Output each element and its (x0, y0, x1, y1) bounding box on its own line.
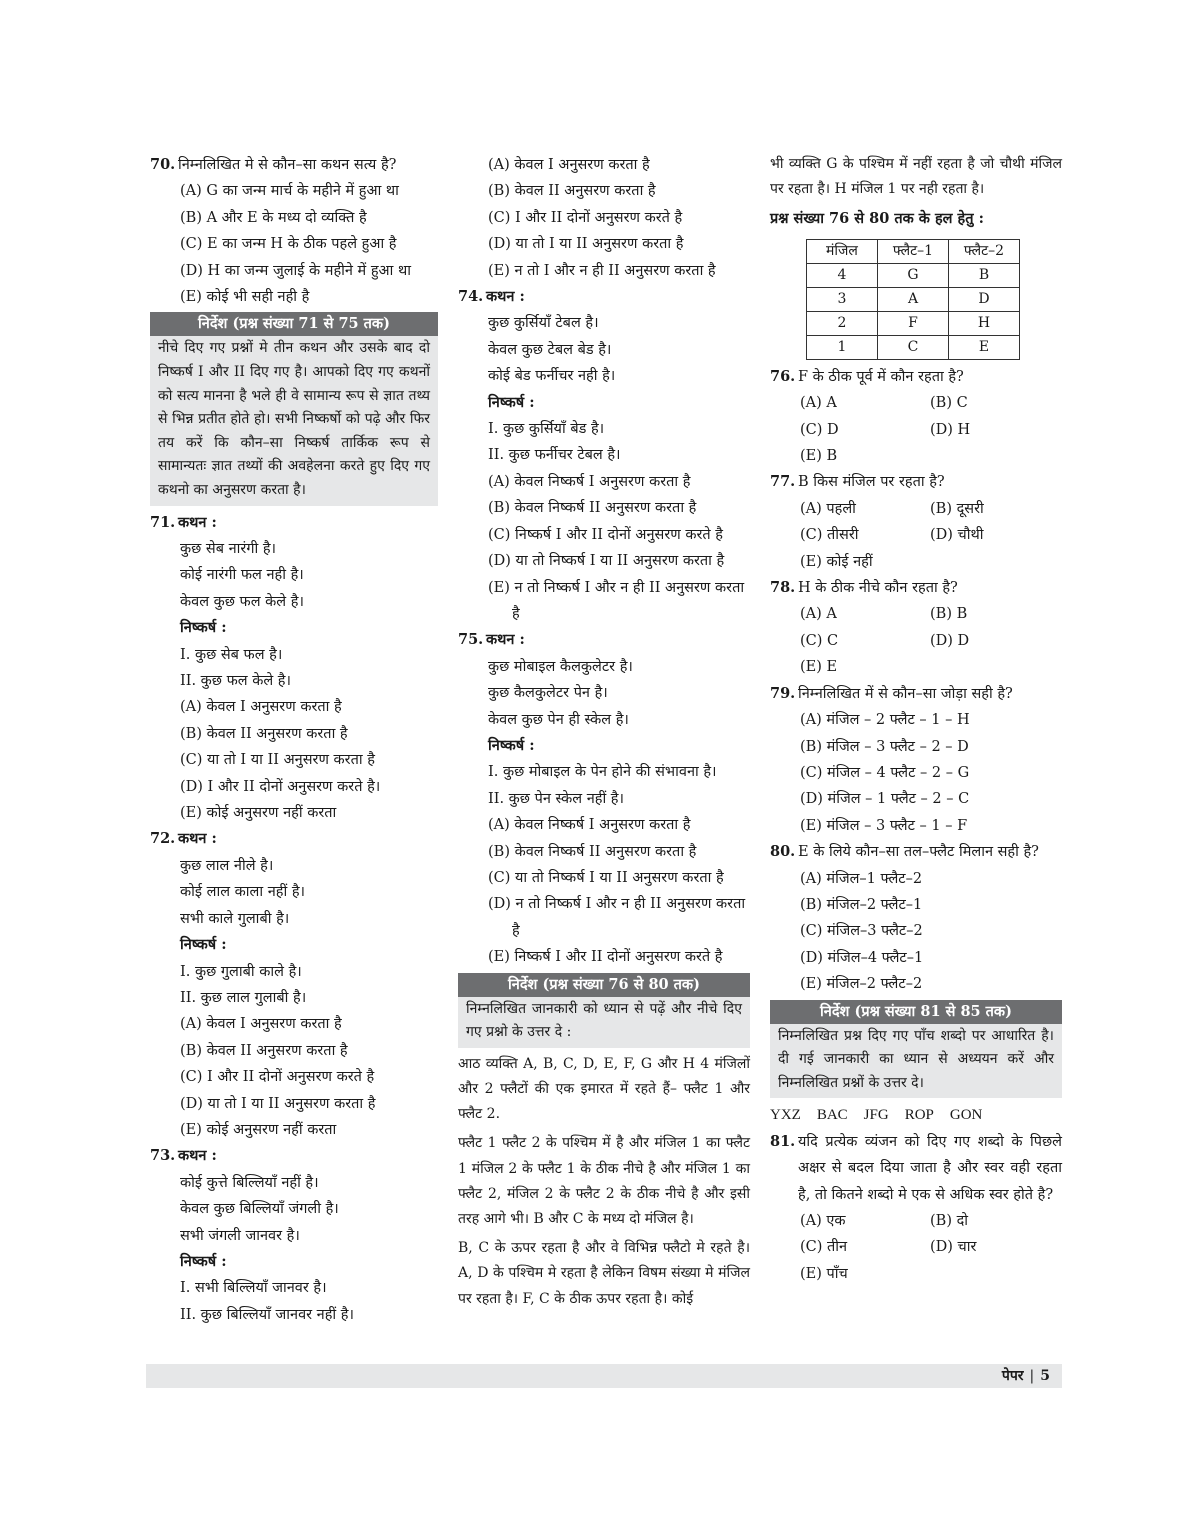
table-cell: 3 (807, 287, 878, 311)
table-cell: A (878, 287, 949, 311)
question-number: 71. (150, 513, 176, 531)
conclusion-label: निष्कर्ष : (488, 393, 535, 411)
option: (C) या तो I या II अनुसरण करता है (180, 752, 375, 769)
directions-body: नीचे दिए गए प्रश्नों मे तीन कथन और उसके बाद दो निष्कर्ष I और II दिए गए है। आपको दिए गए कथनों को सत्य मानना है भले ही वे सामान्य रूप से ज्ञात तथ्य से भिन्न प्रतीत होते हो। सभी निष्कर्षो को पढ़े और फिर तय करें कि कौन–सा निष्कर्ष तार्किक रूप से सामान्यतः ज्ञात तथ्यों की अवहेलना करते हुए दिए गए कथनो का अनुसरण करता है। (150, 336, 438, 505)
option: (B) केवल निष्कर्ष II अनुसरण करता है (488, 500, 697, 517)
option: (D) या तो I या II अनुसरण करता है (180, 1095, 376, 1112)
option: (D) I और II दोनों अनुसरण करते है। (180, 778, 381, 795)
table-header: फ्लैट–1 (878, 239, 949, 263)
question-80 (770, 839, 1062, 997)
question-79 (770, 681, 1062, 839)
option: (B) दो (930, 1212, 969, 1229)
table-cell: E (949, 335, 1020, 359)
option: (E) E (800, 659, 838, 676)
option: (B) B (930, 606, 968, 623)
question-number: 70. (150, 156, 176, 173)
question-70 (150, 152, 438, 310)
option: (D) न तो निष्कर्ष I और न ही II अनुसरण करता है (488, 896, 746, 939)
question-text: यदि प्रत्येक व्यंजन को दिए गए शब्दो के पिछले अक्षर से बदल दिया जाता है और स्वर वही रहता है, तो कितने शब्दो मे एक से अधिक स्वर होते है? (798, 1133, 1062, 1203)
option: (E) कोई अनुसरण नहीं करता (180, 1121, 337, 1138)
option: (A) केवल I अनुसरण करता है (180, 699, 342, 716)
solution-title: प्रश्न संख्या 76 से 80 तक के हल हेतु : (770, 210, 984, 228)
conclusion-label: निष्कर्ष : (180, 1252, 227, 1270)
option: (A) केवल निष्कर्ष I अनुसरण करता है (488, 473, 691, 490)
conclusion: II. कुछ पेन स्केल नहीं है। (488, 790, 624, 807)
statement: सभी काले गुलाबी है। (180, 910, 290, 927)
table-row (807, 335, 1020, 359)
option: (C) C (800, 632, 839, 649)
statement: केवल कुछ पेन ही स्केल है। (488, 711, 629, 728)
word: BAC (816, 1107, 848, 1124)
directions-heading: निर्देश (प्रश्न संख्या 81 से 85 तक) (770, 1000, 1062, 1024)
page-number-label (1002, 1364, 1050, 1388)
directions-71-75 (150, 312, 438, 505)
table-cell: D (949, 287, 1020, 311)
question-number: 75. (458, 631, 484, 649)
question-78 (770, 575, 1062, 681)
option: (B) दूसरी (930, 500, 984, 517)
option: (C) तीन (800, 1239, 848, 1256)
option: (C) I और II दोनों अनुसरण करते है (488, 209, 683, 226)
option: (A) केवल I अनुसरण करता है (180, 1016, 342, 1033)
option: (E) कोई अनुसरण नहीं करता (180, 805, 337, 822)
statement: केवल कुछ फल केले है। (180, 593, 304, 610)
puzzle-paragraph: आठ व्यक्ति A, B, C, D, E, F, G और H 4 मंजिलों और 2 फ्लैटों की एक इमारत में रहते हैं– फ्लैट 1 और फ्लैट 2. (458, 1055, 750, 1123)
question-number: 81. (770, 1132, 796, 1150)
option: (B) केवल II अनुसरण करता है (180, 725, 348, 742)
option: (A) G का जन्म मार्च के महीने में हुआ था (180, 183, 399, 200)
word: ROP (904, 1107, 934, 1124)
question-text: F के ठीक पूर्व में कौन रहता है? (798, 368, 964, 385)
puzzle-paragraph: B, C के ऊपर रहता है और वे विभिन्न फ्लैटो मे रहते है। A, D के पश्चिम मे रहता है लेकिन विषम संख्या मे मंजिल पर रहता है। F, C के ठीक ऊपर रहता है। कोई (458, 1240, 750, 1307)
directions-heading: निर्देश (प्रश्न संख्या 76 से 80 तक) (458, 973, 750, 997)
table-cell: F (878, 311, 949, 335)
question-text: H के ठीक नीचे कौन रहता है? (798, 580, 958, 597)
option: (E) पाँच (800, 1265, 848, 1282)
footer-separator: | (1029, 1368, 1035, 1384)
table-header-row (807, 239, 1020, 263)
question-74 (458, 284, 750, 627)
table-cell: 2 (807, 311, 878, 335)
question-71 (150, 510, 438, 827)
option: (B) A और E के मध्य दो व्यक्ति है (180, 209, 367, 226)
statement: कुछ कुर्सियाँ टेबल है। (488, 315, 599, 332)
table-cell: G (878, 263, 949, 287)
question-75 (458, 627, 750, 970)
statement-label: कथन : (486, 631, 525, 649)
option: (C) या तो निष्कर्ष I या II अनुसरण करता है (488, 869, 724, 886)
statement: कुछ कैलकुलेटर पेन है। (488, 685, 608, 702)
question-text: E के लिये कौन–सा तल–फ्लैट मिलान सही है? (798, 844, 1039, 861)
option: (B) केवल II अनुसरण करता है (180, 1042, 348, 1059)
option: (A) A (800, 606, 837, 623)
statement: कुछ सेब नारंगी है। (180, 541, 277, 557)
statement: कोई लाल काला नहीं है। (180, 884, 306, 901)
option: (A) मंजिल–1 फ्लैट–2 (800, 870, 923, 887)
table-header: फ्लैट–2 (949, 239, 1020, 263)
solution-table (806, 239, 1020, 360)
conclusion: I. कुछ मोबाइल के पेन होने की संभावना है। (488, 764, 717, 781)
option: (E) कोई नहीं (800, 553, 873, 570)
option: (E) कोई भी सही नही है (180, 289, 310, 306)
option: (E) मंजिल – 3 फ्लैट – 1 – F (800, 817, 968, 834)
statement-label: कथन : (178, 830, 217, 848)
option: (D) D (930, 632, 970, 649)
statement: केवल कुछ बिल्लियाँ जंगली है। (180, 1201, 339, 1218)
column-1 (150, 152, 438, 1328)
option: (C) I और II दोनों अनुसरण करते है (180, 1069, 375, 1086)
statement-label: कथन : (486, 288, 525, 306)
option: (D) मंजिल – 1 फ्लैट – 2 – C (800, 791, 970, 808)
question-81 (770, 1129, 1062, 1287)
table-cell: C (878, 335, 949, 359)
statement: केवल कुछ टेबल बेड है। (488, 341, 612, 358)
option: (B) मंजिल–2 फ्लैट–1 (800, 896, 923, 913)
page-footer (146, 1364, 1062, 1388)
question-number: 78. (770, 579, 796, 597)
statement-label: कथन : (178, 1147, 217, 1165)
conclusion: II. कुछ लाल गुलाबी है। (180, 989, 307, 1006)
table-cell: 4 (807, 263, 878, 287)
option: (D) या तो निष्कर्ष I या II अनुसरण करता है (488, 553, 725, 570)
option: (C) E का जन्म H के ठीक पहले हुआ है (180, 236, 397, 253)
question-text: निम्नलिखित मे से कौन–सा कथन सत्य है? (178, 157, 397, 173)
statement: कुछ लाल नीले है। (180, 857, 274, 874)
puzzle-paragraph: फ्लैट 1 फ्लैट 2 के पश्चिम में है और मंजिल 1 का फ्लैट 1 मंजिल 2 के फ्लैट 1 के ठीक नीचे है और मंजिल 1 का फ्लैट 2, मंजिल 2 के फ्लैट 2 के ठीक नीचे है और इसी तरह आगे भी। B और C के मध्य दो मंजिल है। (458, 1135, 750, 1227)
question-number: 72. (150, 830, 176, 848)
table-header: मंजिल (807, 239, 878, 263)
option: (E) न तो निष्कर्ष I और न ही II अनुसरण करता है (488, 579, 745, 622)
column-2 (458, 152, 750, 1316)
table-cell: 1 (807, 335, 878, 359)
option: (D) H का जन्म जुलाई के महीने में हुआ था (180, 262, 411, 279)
directions-body: निम्नलिखित जानकारी को ध्यान से पढ़ें और नीचे दिए गए प्रश्नो के उत्तर दे : (458, 997, 750, 1048)
table-row (807, 287, 1020, 311)
option: (D) H (930, 421, 971, 438)
option: (A) केवल I अनुसरण करता है (488, 157, 650, 173)
option: (C) D (800, 421, 839, 438)
statement: सभी जंगली जानवर है। (180, 1227, 300, 1244)
word-list (770, 1102, 1062, 1128)
directions-heading: निर्देश (प्रश्न संख्या 71 से 75 तक) (150, 312, 438, 336)
question-76 (770, 364, 1062, 470)
question-73-options (458, 152, 750, 284)
question-text: B किस मंजिल पर रहता है? (798, 474, 945, 491)
table-cell: B (949, 263, 1020, 287)
conclusion: I. कुछ सेब फल है। (180, 646, 283, 663)
option: (D) मंजिल–4 फ्लैट–1 (800, 949, 924, 966)
conclusion-label: निष्कर्ष : (180, 619, 227, 637)
question-number: 79. (770, 684, 796, 702)
option: (A) एक (800, 1212, 846, 1229)
question-number: 80. (770, 843, 796, 861)
conclusion: I. कुछ कुर्सियाँ बेड है। (488, 421, 605, 438)
question-number: 74. (458, 288, 484, 306)
statement-label: कथन : (178, 513, 217, 531)
option: (E) निष्कर्ष I और II दोनों अनुसरण करते है (488, 949, 723, 966)
word: JFG (863, 1107, 889, 1124)
option: (A) पहली (800, 500, 856, 517)
statement: कोई बेड फर्नीचर नही है। (488, 368, 616, 385)
word: GON (949, 1107, 983, 1124)
option: (B) केवल II अनुसरण करता है (488, 183, 656, 200)
question-73 (150, 1143, 438, 1328)
statement: कोई कुत्ते बिल्लियाँ नहीं है। (180, 1174, 319, 1191)
option: (B) केवल निष्कर्ष II अनुसरण करता है (488, 843, 697, 860)
table-row (807, 311, 1020, 335)
option: (C) मंजिल–3 फ्लैट–2 (800, 923, 923, 940)
conclusion: II. कुछ बिल्लियाँ जानवर नहीं है। (180, 1306, 354, 1323)
question-number: 77. (770, 473, 796, 491)
option: (E) न तो I और न ही II अनुसरण करता है (488, 262, 716, 279)
option: (E) B (800, 448, 838, 465)
option: (D) चार (930, 1239, 977, 1256)
option: (C) तीसरी (800, 527, 859, 544)
option: (C) निष्कर्ष I और II दोनों अनुसरण करते है (488, 526, 724, 543)
directions-81-85 (770, 1000, 1062, 1099)
question-text: निम्नलिखित में से कौन–सा जोड़ा सही है? (798, 685, 1013, 702)
conclusion-label: निष्कर्ष : (180, 936, 227, 954)
statement: कुछ मोबाइल कैलकुलेटर है। (488, 658, 633, 675)
option: (C) मंजिल – 4 फ्लैट – 2 – G (800, 764, 970, 781)
puzzle-paragraph: भी व्यक्ति G के पश्चिम में नहीं रहता है जो चौथी मंजिल पर रहता है। H मंजिल 1 पर नही रहता है। (770, 156, 1062, 198)
question-77 (770, 469, 1062, 575)
option: (B) मंजिल – 3 फ्लैट – 2 – D (800, 738, 969, 755)
question-number: 73. (150, 1147, 176, 1165)
conclusion: II. कुछ फल केले है। (180, 673, 291, 690)
table-cell: H (949, 311, 1020, 335)
conclusion: I. कुछ गुलाबी काले है। (180, 963, 302, 980)
statement: कोई नारंगी फल नही है। (180, 567, 304, 584)
footer-label: पेपर (1001, 1368, 1024, 1384)
conclusion: II. कुछ फर्नीचर टेबल है। (488, 447, 621, 464)
conclusion: I. सभी बिल्लियाँ जानवर है। (180, 1280, 327, 1297)
option: (D) चौथी (930, 527, 984, 544)
option: (A) मंजिल – 2 फ्लैट – 1 – H (800, 712, 970, 729)
word: YXZ (770, 1107, 801, 1124)
option: (E) मंजिल–2 फ्लैट–2 (800, 976, 923, 993)
question-72 (150, 826, 438, 1143)
table-row (807, 263, 1020, 287)
option: (A) केवल निष्कर्ष I अनुसरण करता है (488, 817, 691, 834)
option: (B) C (930, 395, 968, 412)
conclusion-label: निष्कर्ष : (488, 736, 535, 754)
directions-body: निम्नलिखित प्रश्न दिए गए पाँच शब्दो पर आधारित है। दी गई जानकारी का ध्यान से अध्ययन करें और निम्नलिखित प्रश्नों के उत्तर दे। (770, 1024, 1062, 1099)
option: (A) A (800, 395, 837, 412)
directions-76-80 (458, 973, 750, 1048)
page-number: 5 (1040, 1368, 1050, 1384)
column-3 (770, 152, 1062, 1287)
question-number: 76. (770, 367, 796, 385)
option: (D) या तो I या II अनुसरण करता है (488, 236, 684, 253)
